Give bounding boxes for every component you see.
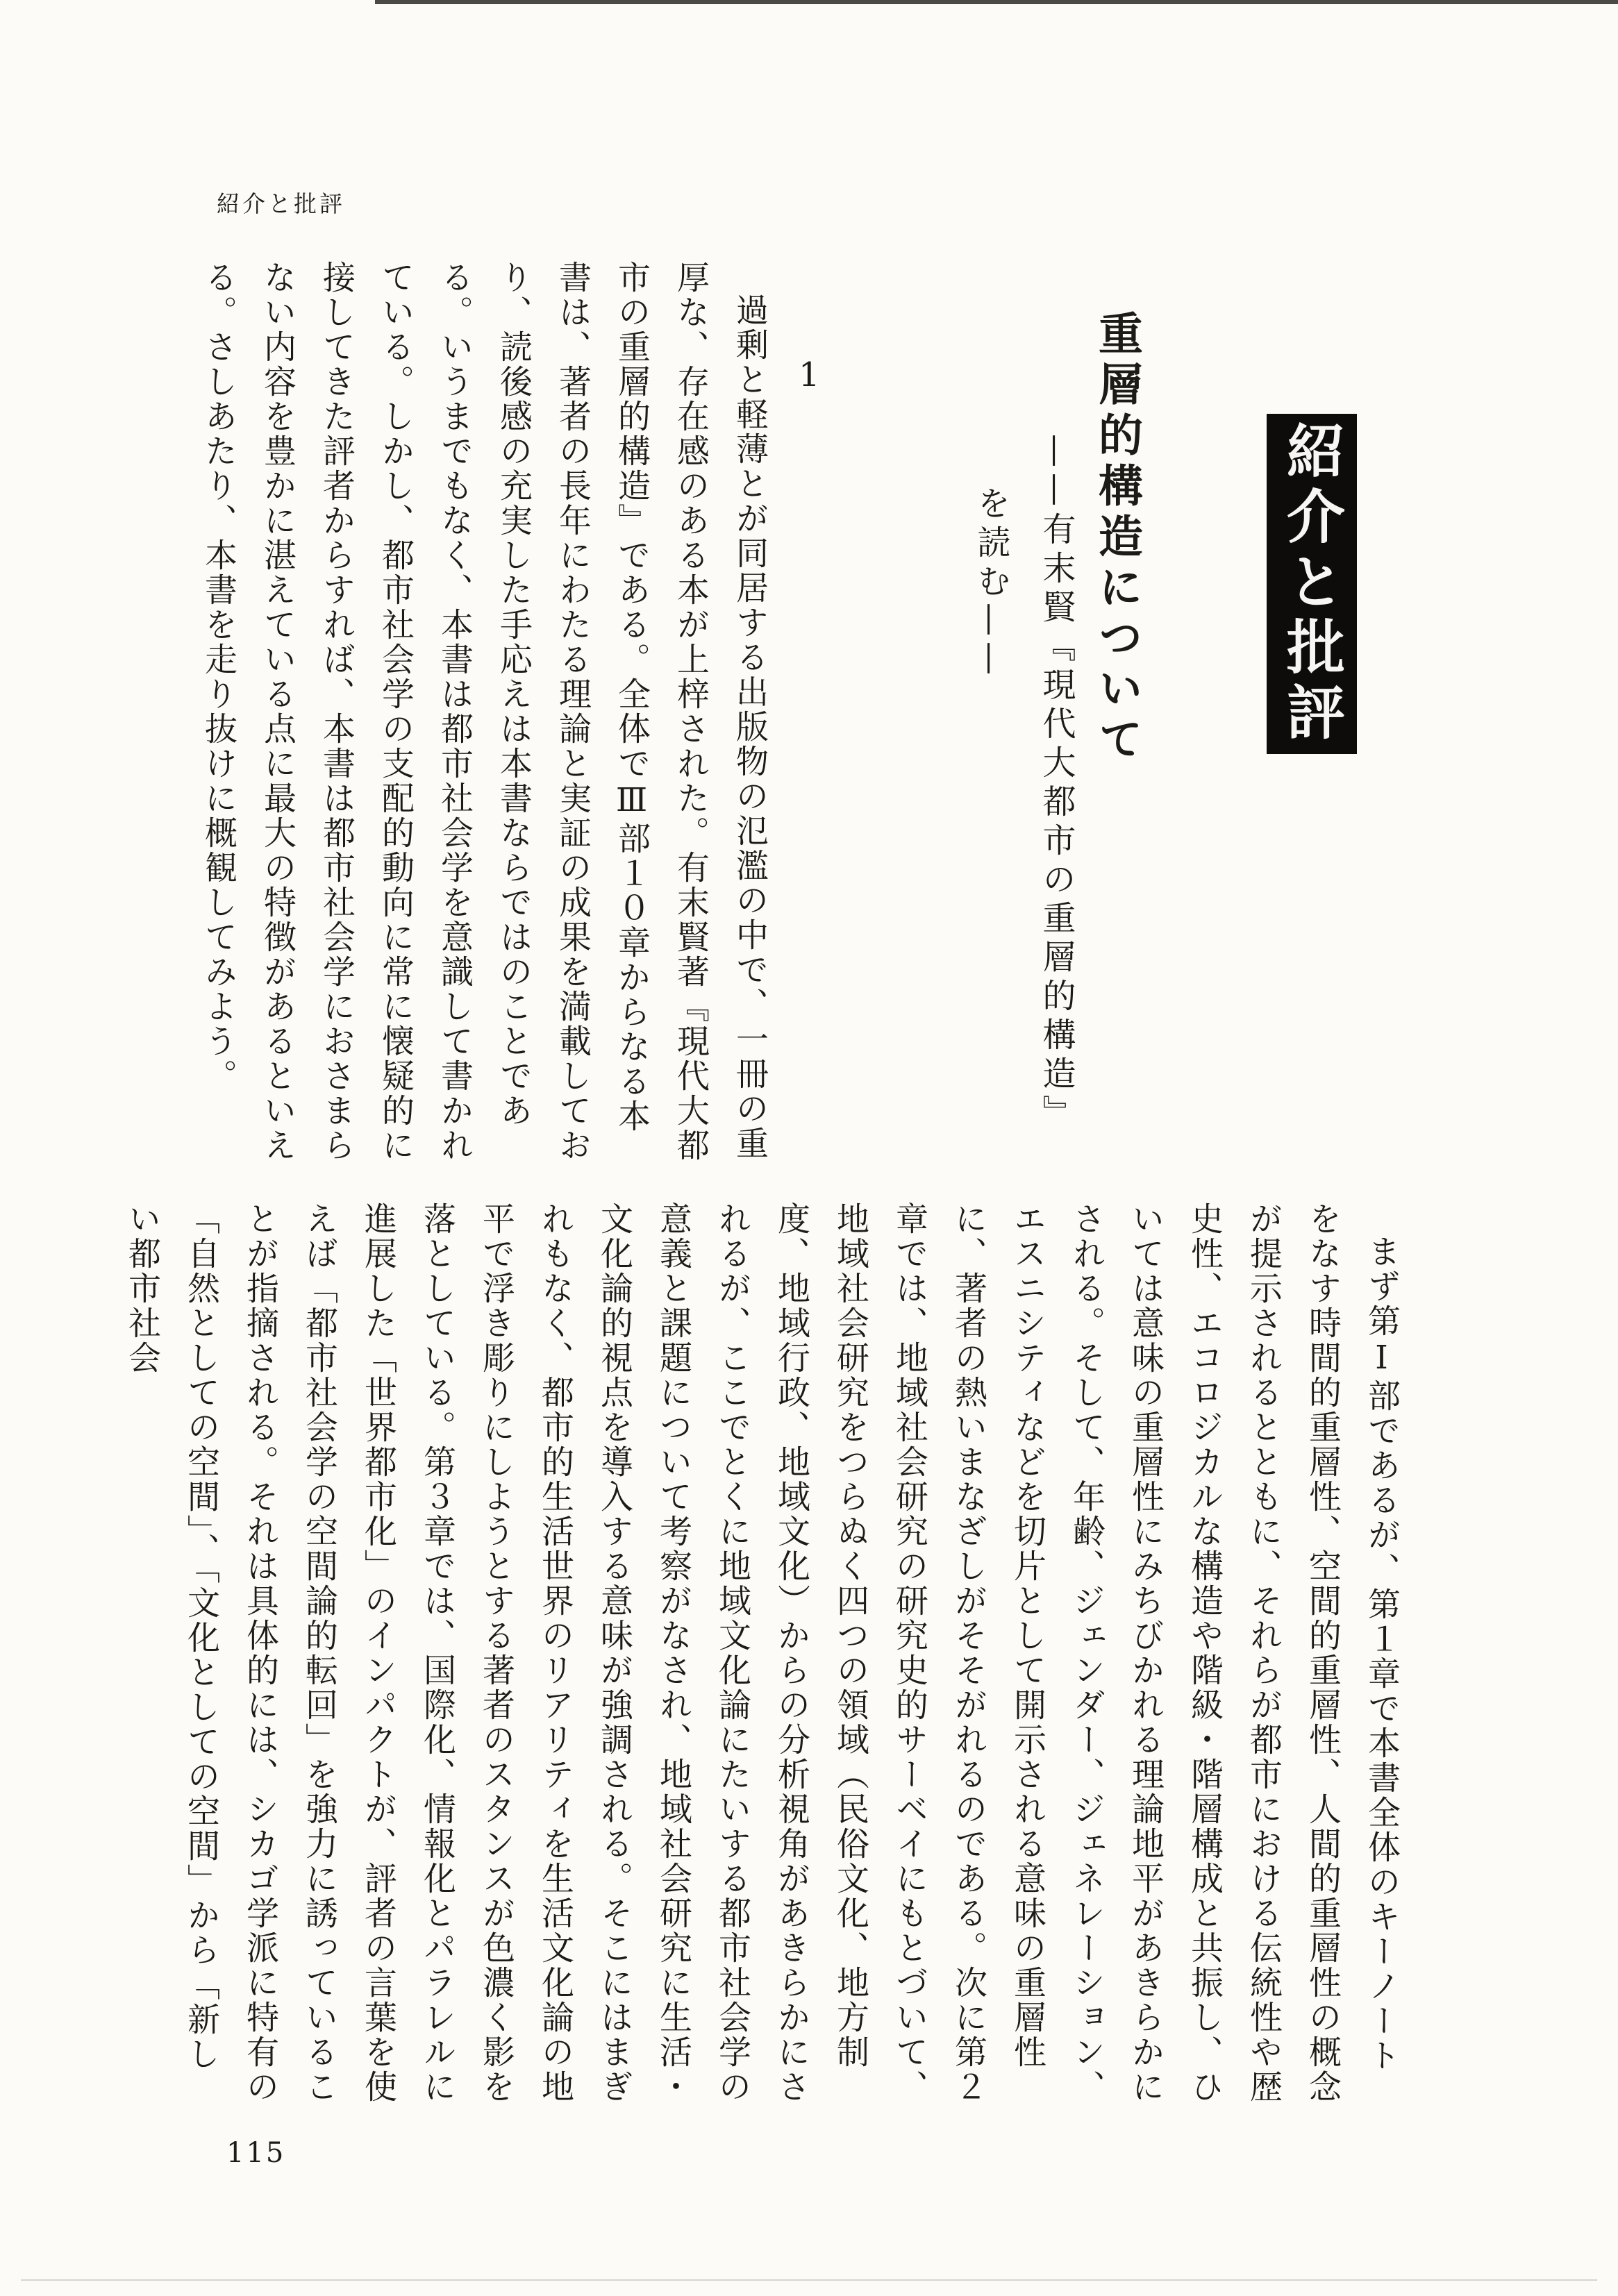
section-banner-label: 紹介と批評 xyxy=(1277,421,1346,747)
scan-edge-top xyxy=(375,0,1618,4)
page-number: 115 xyxy=(226,2137,286,2169)
paragraph-2: まず第Ⅰ部であるが、第１章で本書全体のキーノートをなす時間的重層性、空間的重層性、人間的重層性の概念が提示されるとともに、それらが都市における伝統性や歴史性、エコロジカルな構造や階級・階層構成と共振し、ひいては意味の重層性にみちびかれる理論地平があきらかにされる。そして、年齢、ジェンダー、ジェネレーション、エスニシティなどを切片として開示される意味の重層性に、著者の熱いまなざしがそそがれるのである。次に第２章では、地域社会研究の研究史的サーベイにもとづいて、地域社会研究をつらぬく四つの領域（民俗文化、地方制度、地域行政、地域文化）からの分析視角があきらかにされるが、ここでとくに地域文化論にたいする都市社会学の意義と課題について考察がなされ、地域社会研究に生活・文化論的視点を導入する意味が強調される。そこにはまぎれもなく、都市的生活世界のリアリティを生活文化論の地平で浮き彫りにしようとする著者のスタンスが色濃く影を落としている。第３章では、国際化、情報化とパラレルに進展した「世界都市化」のインパクトが、評者の言葉を使えば「都市社会学の空間論的転回」を強力に誘っていることが指摘される。それは具体的には、シカゴ学派に特有の「自然としての空間」、「文化としての空間」から「新しい都市社会 xyxy=(123,1202,1401,2104)
paragraph-1: 過剰と軽薄とが同居する出版物の氾濫の中で、一冊の重厚な、存在感のある本が上梓された。有末賢著『現代大都市の重層的構造』である。全体でⅢ部１０章からなる本書は、著者の長年にわたる理論と実証の成果を満載しており、読後感の充実した手応えは本書ならではのことである。いうまでもなく、本書は都市社会学を意識して書かれている。しかし、都市社会学の支配的動向に常に懐疑的に接してきた評者からすれば、本書は都市社会学におさまらない内容を豊かに湛えている点に最大の特徴があるといえる。さしあたり、本書を走り抜けに概観してみよう。 xyxy=(199,260,769,1163)
article-subtitle: ——有末賢『現代大都市の重層的構造』 xyxy=(1037,434,1076,1134)
running-head: 紹介と批評 xyxy=(217,190,345,217)
section-banner xyxy=(1267,414,1357,754)
scan-edge-bottom xyxy=(21,2279,1597,2281)
section-number: 1 xyxy=(799,355,820,394)
article-title: 重層的構造について xyxy=(1091,310,1143,766)
article-subtitle-reading: を読む—— xyxy=(971,486,1010,680)
